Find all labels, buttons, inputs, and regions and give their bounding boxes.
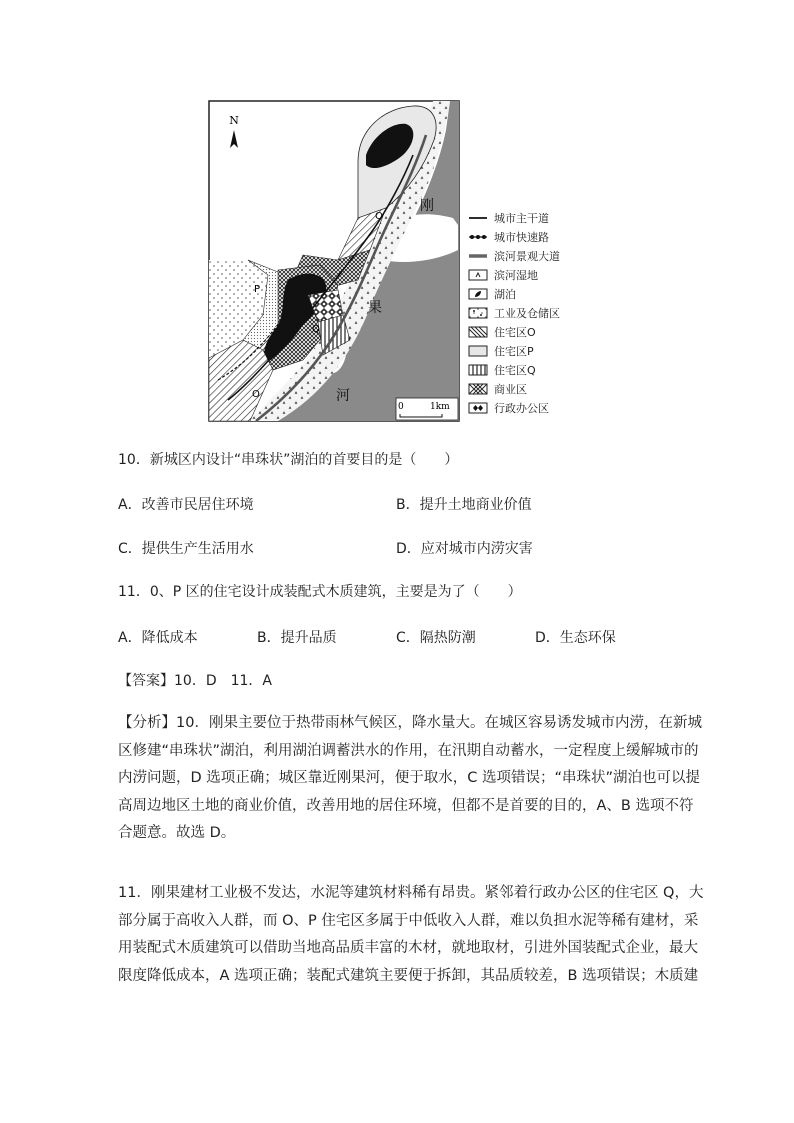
option-d: D．应对城市内涝灾害 xyxy=(396,541,533,557)
analysis-line: 合题意。故选 D。 xyxy=(118,825,236,841)
legend-item xyxy=(468,303,608,322)
zone-label-q: Q xyxy=(312,324,320,335)
question-11: 11．0、P 区的住宅设计成装配式木质建筑，主要是为了（ ） xyxy=(118,584,522,600)
question-10-options xyxy=(118,494,678,514)
legend-label: 工业及仓储区 xyxy=(494,306,560,320)
option-a: A．降低成本 xyxy=(118,630,198,646)
scale-unit: 1km xyxy=(430,402,450,412)
legend-label: 住宅区P xyxy=(494,344,534,358)
riverside-avenue-icon xyxy=(468,250,488,262)
zone-label-o: O xyxy=(375,211,383,222)
option-b: B．提升品质 xyxy=(257,630,337,646)
scale-zero: 0 xyxy=(398,402,404,412)
river-name-char: 果 xyxy=(368,300,382,316)
question-11-options xyxy=(118,627,678,647)
legend-label: 行政办公区 xyxy=(494,401,549,415)
legend-item xyxy=(468,379,608,398)
legend-label: 湖泊 xyxy=(494,287,516,301)
lake-icon xyxy=(468,288,488,300)
map-legend xyxy=(468,208,608,417)
expressway-icon xyxy=(468,231,488,243)
option-c: C．隔热防潮 xyxy=(396,630,476,646)
analysis-line: 【分析】10．刚果主要位于热带雨林气候区，降水量大。在城区容易诱发城市内涝，在新城 xyxy=(118,715,702,731)
legend-label: 住宅区Q xyxy=(494,363,536,377)
zone-label-o: O xyxy=(252,389,260,400)
zone-label-p: P xyxy=(254,284,261,295)
legend-item xyxy=(468,322,608,341)
option-d: D．生态环保 xyxy=(535,630,616,646)
legend-item xyxy=(468,265,608,284)
analysis-line: 部分属于高收入人群，而 O、P 住宅区多属于中低收入人群，难以负担水泥等稀有建材，采 xyxy=(118,912,699,929)
question-10: 10．新城区内设计“串珠状”湖泊的首要目的是（ ） xyxy=(118,452,459,468)
legend-label: 城市快速路 xyxy=(494,230,549,244)
legend-label: 滨河湿地 xyxy=(494,268,538,282)
residential-p-icon xyxy=(468,345,488,357)
option-b: B．提升土地商业价值 xyxy=(396,497,532,513)
answer-line: 【答案】10．D 11．A xyxy=(118,673,272,689)
analysis-line: 内涝问题，D 选项正确；城区靠近刚果河，便于取水，C 选项错误；“串珠状”湖泊也可以提 xyxy=(118,770,701,786)
analysis-line: 用装配式木质建筑可以借助当地高品质丰富的木材，就地取材，引进外国装配式企业，最大 xyxy=(118,940,698,956)
river-name-char: 河 xyxy=(336,388,350,404)
option-c: C．提供生产生活用水 xyxy=(118,541,254,557)
question-10-options xyxy=(118,538,678,558)
analysis-line: 高周边地区土地的商业价值，改善用地的居住环境，但都不是首要的目的，A、B 选项不符 xyxy=(118,797,694,814)
commercial-icon xyxy=(468,383,488,395)
analysis-line: 区修建“串珠状”湖泊，利用湖泊调蓄洪水的作用，在汛期自动蓄水，一定程度上缓解城市的 xyxy=(118,742,699,759)
legend-item xyxy=(468,398,608,417)
legend-label: 住宅区O xyxy=(494,325,536,339)
legend-item xyxy=(468,284,608,303)
legend-label: 商业区 xyxy=(494,382,527,396)
analysis-10 xyxy=(118,710,702,848)
legend-label: 城市主干道 xyxy=(494,211,549,225)
river-name-char: 刚 xyxy=(420,198,434,214)
legend-item xyxy=(468,360,608,379)
option-a: A．改善市民居住环境 xyxy=(118,497,254,513)
industrial-icon xyxy=(468,307,488,319)
analysis-line: 限度降低成本，A 选项正确；装配式建筑主要便于拆卸，其品质较差，B 选项错误；木质建 xyxy=(118,967,699,984)
residential-q-icon xyxy=(468,364,488,376)
legend-label: 滨河景观大道 xyxy=(494,249,560,263)
administrative-icon xyxy=(468,402,488,414)
legend-item xyxy=(468,246,608,265)
analysis-line: 11．刚果建材工业极不发达，水泥等建筑材料稀有昂贵。紧邻着行政办公区的住宅区 Q，大 xyxy=(118,885,704,901)
main-road-icon xyxy=(468,212,488,224)
residential-o-icon xyxy=(468,326,488,338)
analysis-11 xyxy=(118,880,704,990)
wetland-icon xyxy=(468,269,488,281)
legend-item xyxy=(468,341,608,360)
legend-item xyxy=(468,227,608,246)
north-label: N xyxy=(229,114,239,127)
city-map xyxy=(208,100,460,422)
legend-item xyxy=(468,208,608,227)
